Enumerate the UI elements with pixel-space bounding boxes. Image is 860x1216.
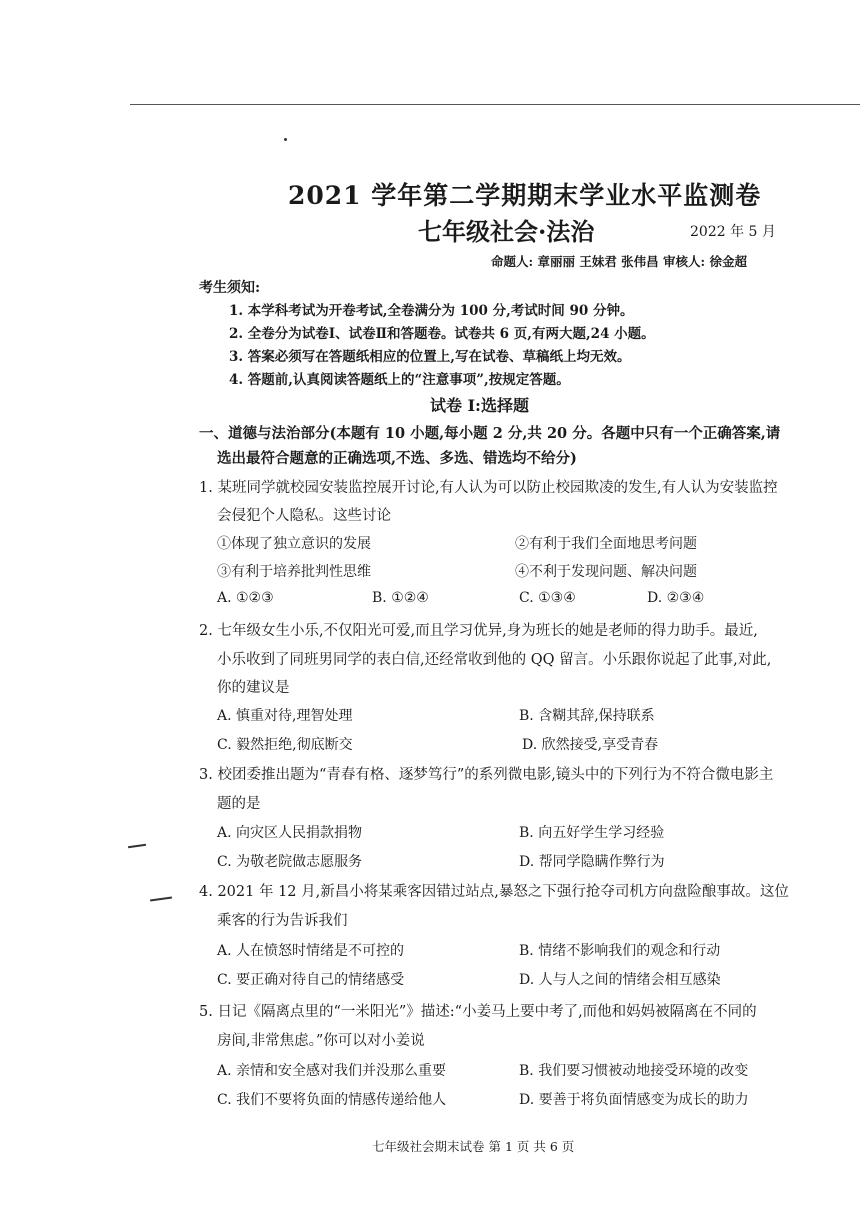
answer-option: C. 为敬老院做志愿服务 [217, 854, 363, 870]
question-stem: 4. 2021 年 12 月,新昌小将某乘客因错过站点,暴怒之下强行抢夺司机方向盘险酿事故。这位 [199, 884, 789, 900]
answer-option: D. 欣然接受,享受青春 [522, 737, 659, 753]
answer-option: B. 我们要习惯被动地接受环境的改变 [519, 1063, 749, 1079]
part-instructions: 选出最符合题意的正确选项,不选、多选、错选均不给分) [217, 450, 577, 467]
answer-option: A. 慎重对待,理智处理 [217, 708, 353, 724]
notice-item: 4. 答题前,认真阅读答题纸上的“注意事项”,按规定答题。 [229, 372, 570, 388]
answer-option: B. 含糊其辞,保持联系 [519, 708, 655, 724]
notice-item: 3. 答案必须写在答题纸相应的位置上,写在试卷、草稿纸上均无效。 [229, 349, 631, 365]
answer-option: D. 要善于将负面情感变为成长的助力 [519, 1092, 749, 1108]
exam-subject: 七年级社会·法治 [418, 217, 595, 246]
answer-option: B. 情绪不影响我们的观念和行动 [519, 943, 721, 959]
statement: ①体现了独立意识的发展 [217, 536, 371, 552]
answer-option: C. 毅然拒绝,彻底断交 [217, 737, 353, 753]
notice-item: 2. 全卷分为试卷Ⅰ、试卷Ⅱ和答题卷。试卷共 6 页,有两大题,24 小题。 [229, 326, 655, 342]
answer-option: D. 帮同学隐瞒作弊行为 [519, 854, 665, 870]
question-stem: 小乐收到了同班男同学的表白信,还经常收到他的 QQ 留言。小乐跟你说起了此事,对此, [217, 652, 772, 668]
page-footer: 七年级社会期末试卷 第 1 页 共 6 页 [372, 1139, 575, 1154]
top-rule [130, 104, 860, 105]
answer-option: B. ①②④ [372, 590, 429, 606]
exam-date: 2022 年 5 月 [690, 224, 776, 240]
answer-option: D. ②③④ [647, 590, 705, 606]
part-instructions: 一、道德与法治部分(本题有 10 小题,每小题 2 分,共 20 分。各题中只有一个正确答案,请 [199, 425, 781, 442]
answer-option: C. 要正确对待自己的情绪感受 [217, 972, 405, 988]
question-stem: 你的建议是 [217, 680, 290, 696]
statement: ②有利于我们全面地思考问题 [515, 536, 697, 552]
scan-speck [284, 138, 287, 141]
statement: ④不利于发现问题、解决问题 [515, 564, 697, 580]
scan-mark [128, 844, 146, 848]
question-stem: 3. 校团委推出题为“青春有格、逐梦笃行”的系列微电影,镜头中的下列行为不符合微电影主 [199, 767, 774, 783]
section-title: 试卷 I:选择题 [430, 396, 529, 415]
question-stem: 5. 日记《隔离点里的“一米阳光”》描述:“小姜马上要中考了,而他和妈妈被隔离在不同的 [199, 1004, 757, 1020]
question-stem: 2. 七年级女生小乐,不仅阳光可爱,而且学习优异,身为班长的她是老师的得力助手。最近, [199, 623, 758, 639]
answer-option: A. 向灾区人民捐款捐物 [217, 825, 363, 841]
statement: ③有利于培养批判性思维 [217, 564, 371, 580]
scan-mark [150, 896, 172, 901]
question-stem: 乘客的行为告诉我们 [217, 913, 348, 929]
question-stem: 1. 某班同学就校园安装监控展开讨论,有人认为可以防止校园欺凌的发生,有人认为安装监控 [199, 480, 778, 496]
exam-authors: 命题人: 章丽丽 王妹君 张伟昌 审核人: 徐金超 [491, 254, 747, 269]
answer-option: C. 我们不要将负面的情感传递给他人 [217, 1092, 447, 1108]
answer-option: B. 向五好学生学习经验 [519, 825, 665, 841]
question-stem: 房间,非常焦虑。”你可以对小姜说 [217, 1033, 425, 1049]
answer-option: A. 亲情和安全感对我们并没那么重要 [217, 1063, 447, 1079]
exam-title: 2021 学年第二学期期末学业水平监测卷 [288, 181, 762, 210]
question-stem: 会侵犯个人隐私。这些讨论 [217, 508, 391, 524]
answer-option: D. 人与人之间的情绪会相互感染 [519, 972, 721, 988]
answer-option: A. ①②③ [217, 590, 274, 606]
answer-option: C. ①③④ [519, 590, 576, 606]
notice-item: 1. 本学科考试为开卷考试,全卷满分为 100 分,考试时间 90 分钟。 [229, 303, 634, 319]
answer-option: A. 人在愤怒时情绪是不可控的 [217, 943, 405, 959]
question-stem: 题的是 [217, 796, 261, 812]
notice-heading: 考生须知: [199, 280, 261, 296]
